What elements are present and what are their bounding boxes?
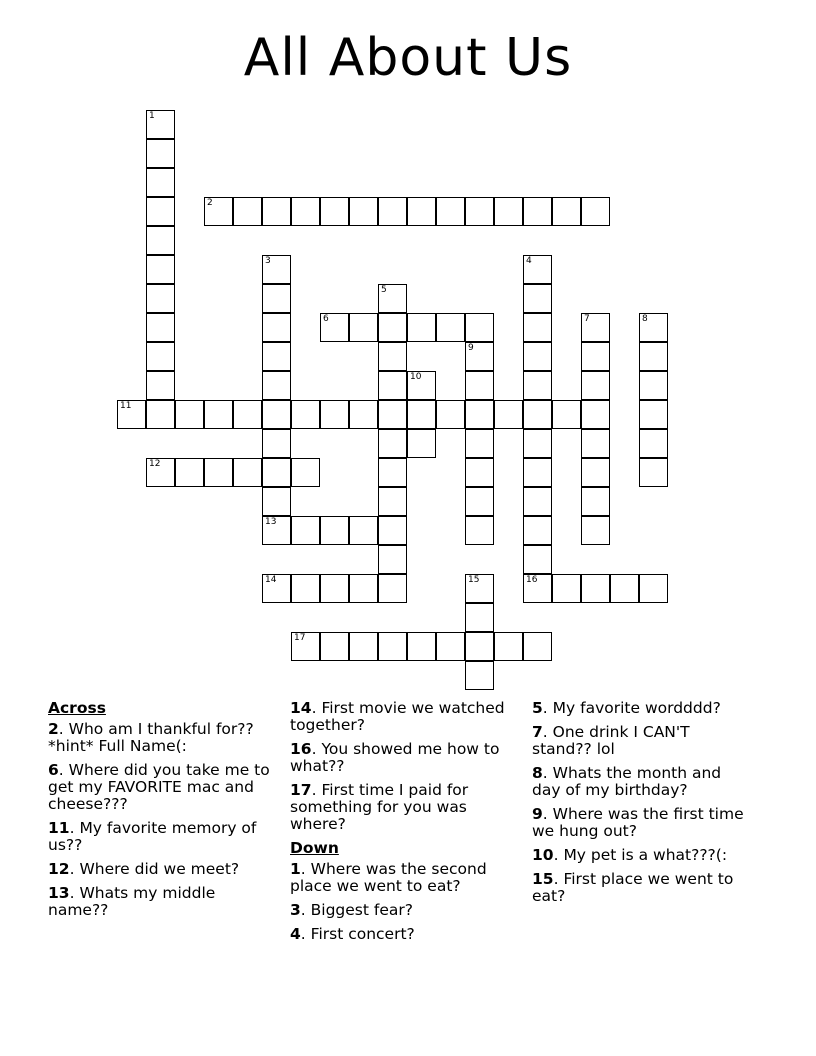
grid-cell[interactable] — [349, 516, 378, 545]
clue-number: 14 — [290, 699, 312, 717]
grid-cell[interactable] — [465, 661, 494, 690]
grid-cell[interactable] — [523, 458, 552, 487]
grid-cell[interactable] — [407, 371, 436, 400]
grid-cell[interactable] — [436, 197, 465, 226]
clues-column-2 — [290, 700, 512, 950]
grid-cell[interactable] — [465, 632, 494, 661]
grid-cell[interactable] — [262, 516, 291, 545]
grid-cell[interactable] — [523, 284, 552, 313]
clue-text: Biggest fear? — [310, 901, 413, 919]
grid-cell[interactable] — [320, 516, 349, 545]
grid-cell[interactable] — [465, 197, 494, 226]
cell-number: 4 — [526, 256, 532, 266]
grid-cell[interactable] — [262, 255, 291, 284]
grid-cell[interactable] — [465, 487, 494, 516]
grid-cell[interactable] — [146, 342, 175, 371]
grid-cell[interactable] — [465, 429, 494, 458]
clue-down-3: 3. Biggest fear? — [290, 901, 413, 919]
grid-cell[interactable] — [291, 516, 320, 545]
cell-number: 17 — [294, 633, 306, 643]
grid-cell[interactable] — [523, 371, 552, 400]
grid-cell[interactable] — [581, 487, 610, 516]
grid-cell[interactable] — [262, 400, 291, 429]
grid-cell[interactable] — [262, 342, 291, 371]
cell-number: 6 — [323, 314, 329, 324]
grid-cell[interactable] — [465, 516, 494, 545]
grid-cell[interactable] — [465, 400, 494, 429]
grid-cell[interactable] — [523, 516, 552, 545]
grid-cell[interactable] — [146, 255, 175, 284]
grid-cell[interactable] — [581, 458, 610, 487]
grid-cell[interactable] — [349, 197, 378, 226]
grid-cell[interactable] — [639, 458, 668, 487]
grid-cell[interactable] — [465, 342, 494, 371]
grid-cell[interactable] — [465, 458, 494, 487]
clue-number: 16 — [290, 740, 312, 758]
cell-number: 9 — [468, 343, 474, 353]
cell-number: 5 — [381, 285, 387, 295]
across-heading: Across — [48, 699, 106, 717]
grid-cell[interactable] — [262, 429, 291, 458]
grid-cell[interactable] — [146, 400, 175, 429]
grid-cell[interactable] — [523, 255, 552, 284]
grid-cell[interactable] — [378, 197, 407, 226]
clue-number: 11 — [48, 819, 70, 837]
cell-number: 2 — [207, 198, 213, 208]
grid-cell[interactable] — [465, 371, 494, 400]
clue-number: 5 — [532, 699, 543, 717]
grid-cell[interactable] — [291, 400, 320, 429]
clue-text: Where was the second place we went to eat? — [290, 860, 487, 895]
grid-cell[interactable] — [146, 110, 175, 139]
grid-cell[interactable] — [378, 545, 407, 574]
grid-cell[interactable] — [407, 313, 436, 342]
grid-cell[interactable] — [146, 313, 175, 342]
grid-cell[interactable] — [146, 168, 175, 197]
grid-cell[interactable] — [581, 400, 610, 429]
grid-cell[interactable] — [262, 197, 291, 226]
grid-cell[interactable] — [523, 197, 552, 226]
grid-cell[interactable] — [349, 574, 378, 603]
clue-down-10: 10. My pet is a what???(: — [532, 846, 728, 864]
grid-cell[interactable] — [378, 284, 407, 313]
clue-number: 2 — [48, 720, 59, 738]
clue-text: Whats my middle name?? — [48, 884, 216, 919]
grid-cell[interactable] — [175, 400, 204, 429]
grid-cell[interactable] — [523, 400, 552, 429]
clue-number: 15 — [532, 870, 554, 888]
clue-text: Whats the month and day of my birthday? — [532, 764, 722, 799]
grid-cell[interactable] — [610, 574, 639, 603]
clue-across-6: 6. Where did you take me to get my FAVORITE mac and cheese??? — [48, 761, 270, 813]
grid-cell[interactable] — [639, 342, 668, 371]
grid-cell[interactable] — [349, 400, 378, 429]
grid-cell[interactable] — [320, 400, 349, 429]
clue-number: 12 — [48, 860, 70, 878]
clue-across-14: 14. First movie we watched together? — [290, 699, 505, 734]
clue-number: 4 — [290, 925, 301, 943]
clue-text: First movie we watched together? — [290, 699, 505, 734]
grid-cell[interactable] — [465, 603, 494, 632]
cell-number: 11 — [120, 401, 132, 411]
cell-number: 3 — [265, 256, 271, 266]
grid-cell[interactable] — [378, 342, 407, 371]
grid-cell[interactable] — [494, 400, 523, 429]
grid-cell[interactable] — [639, 429, 668, 458]
clue-across-16: 16. You showed me how to what?? — [290, 740, 500, 775]
clue-text: First time I paid for something for you was where? — [290, 781, 469, 833]
grid-cell[interactable] — [378, 632, 407, 661]
grid-cell[interactable] — [523, 342, 552, 371]
clue-down-5: 5. My favorite wordddd? — [532, 699, 721, 717]
clue-down-1: 1. Where was the second place we went to eat? — [290, 860, 487, 895]
grid-cell[interactable] — [639, 371, 668, 400]
grid-cell[interactable] — [291, 197, 320, 226]
clue-number: 6 — [48, 761, 59, 779]
grid-cell[interactable] — [349, 313, 378, 342]
cell-number: 7 — [584, 314, 590, 324]
grid-cell[interactable] — [320, 313, 349, 342]
grid-cell[interactable] — [204, 458, 233, 487]
clue-number: 17 — [290, 781, 312, 799]
grid-cell[interactable] — [552, 197, 581, 226]
grid-cell[interactable] — [378, 371, 407, 400]
down-heading: Down — [290, 839, 339, 857]
grid-cell[interactable] — [581, 313, 610, 342]
grid-cell[interactable] — [378, 400, 407, 429]
grid-cell[interactable] — [175, 458, 204, 487]
grid-cell[interactable] — [523, 429, 552, 458]
grid-cell[interactable] — [146, 226, 175, 255]
clue-across-2: 2. Who am I thankful for?? *hint* Full Name(: — [48, 720, 254, 755]
grid-cell[interactable] — [320, 632, 349, 661]
cell-number: 14 — [265, 575, 277, 585]
grid-cell[interactable] — [117, 400, 146, 429]
grid-cell[interactable] — [407, 632, 436, 661]
clue-text: Where did we meet? — [79, 860, 240, 878]
grid-cell[interactable] — [523, 313, 552, 342]
grid-cell[interactable] — [378, 487, 407, 516]
grid-cell[interactable] — [146, 197, 175, 226]
cell-number: 10 — [410, 372, 422, 382]
clue-text: First place we went to eat? — [532, 870, 734, 905]
grid-cell[interactable] — [407, 400, 436, 429]
grid-cell[interactable] — [204, 197, 233, 226]
grid-cell[interactable] — [407, 429, 436, 458]
cell-number: 13 — [265, 517, 277, 527]
grid-cell[interactable] — [436, 400, 465, 429]
clue-text: Where did you take me to get my FAVORITE mac and cheese??? — [48, 761, 270, 813]
grid-cell[interactable] — [639, 313, 668, 342]
cell-number: 15 — [468, 575, 480, 585]
grid-cell[interactable] — [581, 516, 610, 545]
grid-cell[interactable] — [581, 342, 610, 371]
grid-cell[interactable] — [233, 197, 262, 226]
clue-number: 10 — [532, 846, 554, 864]
grid-cell[interactable] — [581, 574, 610, 603]
grid-cell[interactable] — [291, 632, 320, 661]
grid-cell[interactable] — [349, 632, 378, 661]
grid-cell[interactable] — [523, 545, 552, 574]
grid-cell[interactable] — [436, 632, 465, 661]
grid-cell[interactable] — [378, 574, 407, 603]
grid-cell[interactable] — [378, 516, 407, 545]
grid-cell[interactable] — [291, 458, 320, 487]
grid-cell[interactable] — [523, 487, 552, 516]
cell-number: 8 — [642, 314, 648, 324]
grid-cell[interactable] — [523, 632, 552, 661]
clues-column-3 — [532, 700, 754, 912]
clue-text: My favorite wordddd? — [552, 699, 721, 717]
puzzle-title: All About Us — [243, 28, 573, 88]
grid-cell[interactable] — [639, 574, 668, 603]
clue-text: You showed me how to what?? — [290, 740, 500, 775]
grid-cell[interactable] — [378, 458, 407, 487]
grid-cell[interactable] — [146, 284, 175, 313]
clue-number: 7 — [532, 723, 543, 741]
clue-number: 1 — [290, 860, 301, 878]
grid-cell[interactable] — [465, 574, 494, 603]
clue-text: Who am I thankful for?? *hint* Full Name(: — [48, 720, 254, 755]
clue-number: 9 — [532, 805, 543, 823]
grid-cell[interactable] — [262, 458, 291, 487]
cell-number: 12 — [149, 459, 161, 469]
grid-cell[interactable] — [581, 371, 610, 400]
grid-cell[interactable] — [233, 400, 262, 429]
grid-cell[interactable] — [262, 284, 291, 313]
clue-text: One drink I CAN'T stand?? lol — [532, 723, 690, 758]
grid-cell[interactable] — [262, 371, 291, 400]
grid-cell[interactable] — [639, 400, 668, 429]
clue-text: First concert? — [310, 925, 415, 943]
clue-text: My favorite memory of us?? — [48, 819, 257, 854]
grid-cell[interactable] — [320, 574, 349, 603]
grid-cell[interactable] — [552, 574, 581, 603]
clue-number: 8 — [532, 764, 543, 782]
clues-column-1 — [48, 700, 270, 926]
grid-cell[interactable] — [146, 371, 175, 400]
clue-across-17: 17. First time I paid for something for you was where? — [290, 781, 469, 833]
grid-cell[interactable] — [262, 313, 291, 342]
grid-cell[interactable] — [581, 197, 610, 226]
grid-cell[interactable] — [320, 197, 349, 226]
clue-down-15: 15. First place we went to eat? — [532, 870, 734, 905]
cell-number: 1 — [149, 111, 155, 121]
grid-cell[interactable] — [465, 313, 494, 342]
clue-down-8: 8. Whats the month and day of my birthday? — [532, 764, 722, 799]
grid-cell[interactable] — [581, 429, 610, 458]
clue-across-12: 12. Where did we meet? — [48, 860, 240, 878]
grid-cell[interactable] — [291, 574, 320, 603]
clue-down-7: 7. One drink I CAN'T stand?? lol — [532, 723, 690, 758]
grid-cell[interactable] — [262, 487, 291, 516]
clue-down-4: 4. First concert? — [290, 925, 415, 943]
clue-number: 13 — [48, 884, 70, 902]
grid-cell[interactable] — [494, 197, 523, 226]
grid-cell[interactable] — [436, 313, 465, 342]
grid-cell[interactable] — [204, 400, 233, 429]
grid-cell[interactable] — [233, 458, 262, 487]
cell-number: 16 — [526, 575, 538, 585]
clue-down-9: 9. Where was the first time we hung out? — [532, 805, 744, 840]
clue-number: 3 — [290, 901, 301, 919]
clue-text: Where was the first time we hung out? — [532, 805, 744, 840]
grid-cell[interactable] — [262, 574, 291, 603]
clue-text: My pet is a what???(: — [563, 846, 728, 864]
grid-cell[interactable] — [407, 197, 436, 226]
grid-cell[interactable] — [378, 313, 407, 342]
clue-across-11: 11. My favorite memory of us?? — [48, 819, 257, 854]
grid-cell[interactable] — [146, 139, 175, 168]
grid-cell[interactable] — [146, 458, 175, 487]
clue-across-13: 13. Whats my middle name?? — [48, 884, 216, 919]
grid-cell[interactable] — [523, 574, 552, 603]
grid-cell[interactable] — [378, 429, 407, 458]
grid-cell[interactable] — [552, 400, 581, 429]
grid-cell[interactable] — [494, 632, 523, 661]
